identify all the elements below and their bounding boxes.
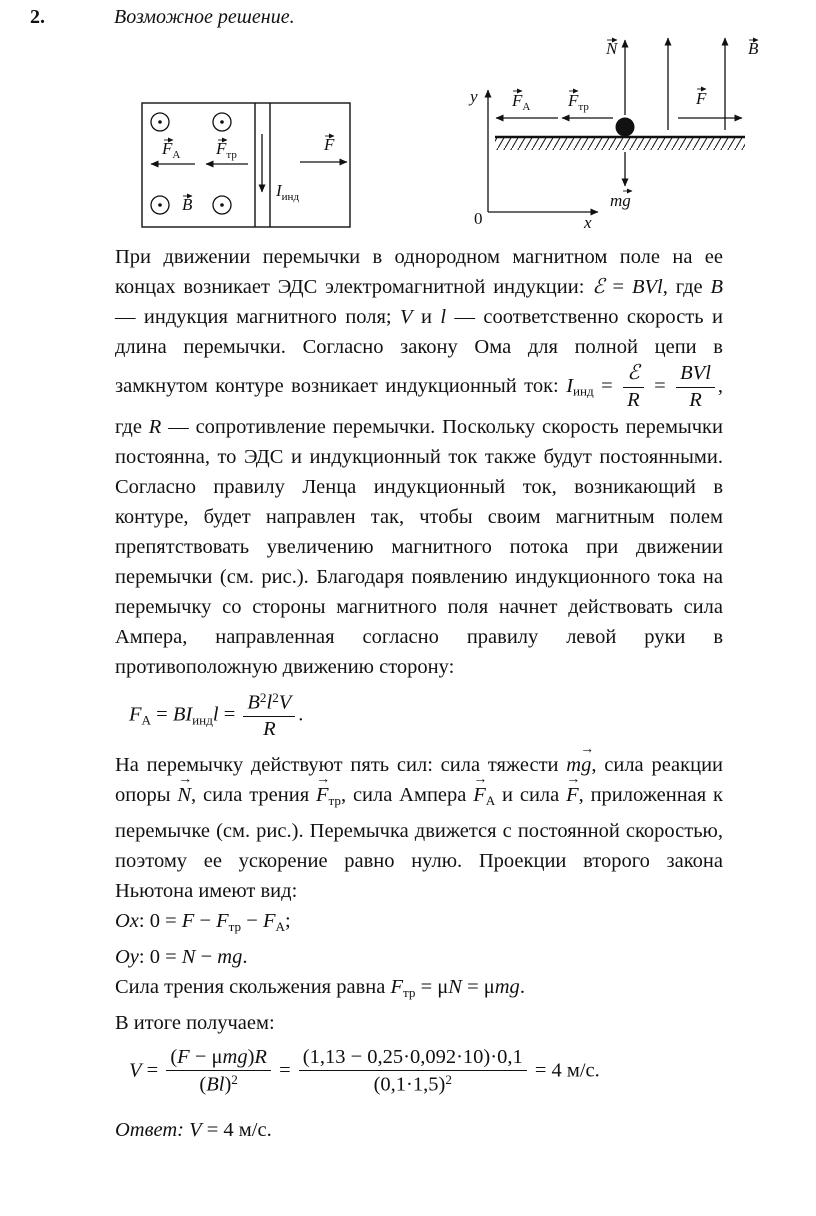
text-run: − [194,909,217,932]
text-run: B [710,276,723,298]
vector-arrow-icon: → [566,771,581,787]
fraction [299,1046,527,1098]
paragraph-induction [115,242,723,682]
text-run: BVl [680,362,711,384]
text-run: ) [247,1045,255,1068]
vector-arrow-icon: → [316,771,331,787]
text-run: = μ [415,975,449,998]
fraction-denominator [676,387,715,413]
fraction-numerator [299,1046,527,1071]
text-run: BVl [631,276,663,298]
text-run: V [278,691,292,714]
text-run: mg [217,945,243,968]
text-run: R [689,388,702,411]
text-run: ( [199,1073,207,1096]
text-run: = [273,1059,296,1082]
text-run: Сила трения скольжения равна [115,975,391,998]
formula-velocity [129,1046,723,1098]
vector-letter: g [581,753,592,776]
label-field-b: B [748,39,759,58]
text-run: В итоге получаем: [115,1011,275,1034]
fraction-numerator [166,1046,271,1071]
text-run: = [151,703,173,726]
answer [115,1115,723,1145]
label-gravity-force: mg [610,191,631,210]
vector-letter: F [316,783,329,806]
text-run: — индукция магнитного поля; [115,306,401,328]
text-run: (1,13 − 0,25·0,092·10)·0,1 [302,1045,523,1068]
text-run: = [593,374,621,397]
fraction-numerator [243,690,295,716]
text-run: = 4 м/с. [201,1119,272,1142]
label-field-b: B [182,195,193,214]
text-run: = [218,703,241,726]
equation-oy [115,942,723,972]
text-run: инд [573,383,594,399]
text-run: . [242,945,248,968]
text-run: Ответ: [115,1119,190,1142]
text-run: тр [228,918,242,934]
fraction-numerator [623,362,644,387]
text-run: ; [284,909,291,932]
text-run: − μ [189,1045,223,1068]
text-run: R [263,718,276,741]
text-run: и [412,306,441,328]
text-run: l [440,306,447,328]
text-run: На перемычку действуют пять сил: сила тяжести [115,753,567,776]
text-run: R [627,388,640,411]
label-normal-force: N [606,39,618,58]
text-run: l [212,703,219,726]
paragraph-forces [115,741,724,906]
vector-arrow-icon: → [473,771,488,787]
text-run: Bl [206,1073,225,1096]
text-run: : 0 = [138,909,182,932]
fraction [243,690,295,742]
vector-letter: F [473,783,486,806]
fraction [676,362,715,412]
formula-ampere-force [129,690,723,742]
text-run: ℰ [592,276,605,298]
vector-letter: N [177,783,192,806]
text-run: F [181,909,195,932]
text-run: . [298,703,304,726]
vector [473,771,488,810]
text-run: , приложенная к перемычке (см. рис.). Перемычка движется с постоянной скоростью, поэтому ее ускорение равно нулю. Проекции второго закона Ньютона имеют вид: [115,783,724,902]
circuit-contour [142,103,350,227]
label-force-friction: $F_{тр}$ [216,139,237,161]
text-run: , где [662,276,711,298]
solution-title: Возможное решение. [114,6,295,28]
text-run: , сила трения [191,783,316,806]
text-run: = μ [461,975,495,998]
ball [616,118,635,137]
problem-number: 2. [30,6,45,28]
text-run: F [177,1045,190,1068]
text-run: 2 [272,690,279,706]
text-run: N [448,975,462,998]
text-run: = [141,1059,164,1082]
vector [177,771,193,810]
label-force-friction: $F_{тр}$ [568,91,589,113]
text-run: BI [172,703,193,726]
label-axis-y: y [470,87,478,106]
fraction-denominator [243,716,295,742]
text-run: B [247,691,260,714]
vector-letter: F [566,783,579,806]
text-run: : 0 = [138,945,182,968]
fraction-denominator [299,1070,527,1097]
fraction [166,1046,271,1098]
text-run: 2 [445,1072,452,1088]
fraction-denominator [166,1070,271,1097]
text-run: F [216,909,229,932]
vector [316,771,331,810]
friction-equation [115,972,723,1008]
text-run: — соответственно скорость и длина перемычки. Согласно закону Ома для полной цепи в замкнутом контуре возникает индукционный ток: [115,306,723,397]
text-run: Oy [115,945,139,968]
label-force-ampere: $F_А$ [512,91,531,113]
text-run: m [566,753,582,776]
label-axis-x: x [584,213,592,232]
text-run: и сила [495,783,567,806]
text-run: 2 [259,690,267,706]
text-run: , сила реакции опоры [115,753,724,806]
text-run: F [129,703,142,726]
surface-hatching [495,138,745,150]
text-run: , где [115,374,724,439]
text-run: А [141,712,151,728]
text-run: F [390,975,403,998]
text-run: mg [494,975,520,998]
text-run: ) [224,1073,232,1096]
fraction-numerator [676,362,715,387]
text-run: R [254,1045,267,1068]
text-run: , сила Ампера [340,783,474,806]
text-run: А [485,792,496,808]
text-run: F [262,909,276,932]
vector [566,771,581,810]
text-run: При движении перемычки в однородном магнитном поле на ее концах возникает ЭДС электромагнитной индукции: [115,246,723,298]
label-origin: 0 [474,209,483,228]
text-run: (0,1·1,5) [373,1073,446,1096]
vector-arrow-icon: → [580,741,595,757]
figure-force-diagram [456,28,776,238]
text-run: Ox [115,909,139,932]
text-run: V [129,1059,142,1082]
text-run: R [148,416,162,439]
text-run: = 4 м/с. [529,1059,600,1082]
text-run: − [241,909,263,932]
text-run: V [189,1119,202,1142]
label-force-ampere: $F_А$ [162,139,181,161]
text-run: I [566,374,574,397]
text-run: тр [402,984,416,1000]
text-run: — сопротивление перемычки. Поскольку скорость перемычки постоянна, то ЭДС и индукционный ток также будут постоянными. Согласно правилу Ленца индукционный ток, возникающий в контуре, будет направлен так, чтобы своим магнитным полем препятствовать увеличению магнитного потока при движении перемычки (см. рис.). Благодаря появлению индукционного тока на перемычку со стороны магнитного поля начнет действовать сила Ампера, направленная согласно правилу левой руки в противоположную движению сторону: [115,416,723,679]
result-intro [115,1008,723,1038]
text-run: А [275,918,285,934]
body-text [115,242,723,1145]
text-run: ℰ [627,362,640,384]
vector [580,741,595,780]
text-run: . [519,975,525,998]
text-run: 2 [231,1072,238,1088]
text-run: = [646,374,674,397]
text-run: инд [192,712,213,728]
label-force-applied: F [696,89,707,108]
fraction-denominator [623,387,644,413]
label-induced-current: $I_{инд}$ [276,181,300,203]
text-run: тр [328,792,341,808]
vector-arrow-icon: → [178,771,193,787]
fraction [623,362,644,412]
text-run: N [181,945,196,968]
label-force-applied: F [324,135,335,154]
text-run: ( [170,1045,178,1068]
text-run: = [604,276,632,298]
text-run: mg [222,1045,248,1068]
equation-ox [115,906,723,942]
figure-circuit-diagram [140,100,355,234]
text-run: l [266,691,273,714]
text-run: − [195,945,218,968]
text-run: V [400,306,413,328]
